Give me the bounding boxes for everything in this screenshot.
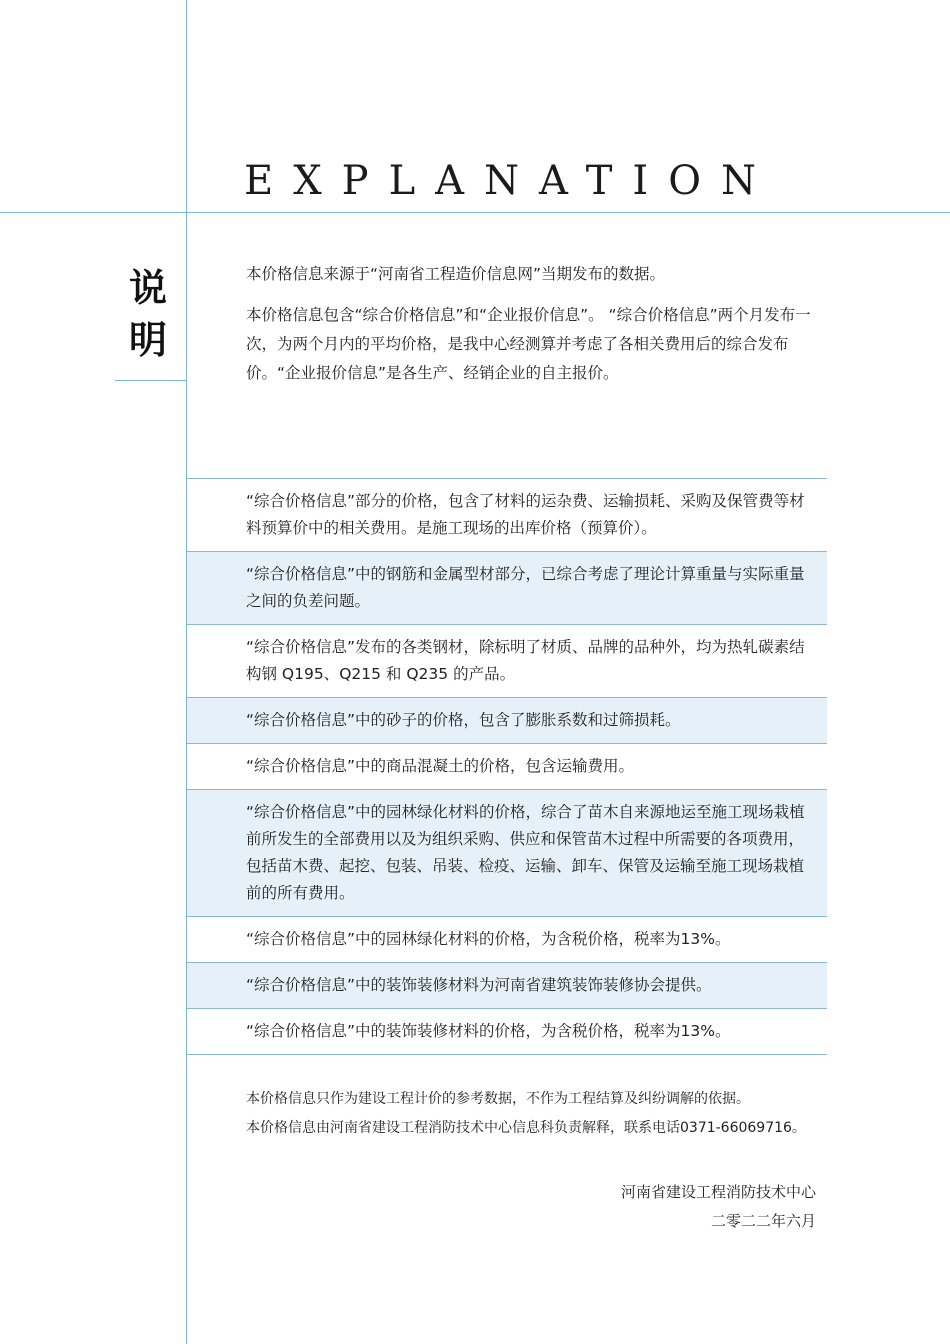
signature-date: 二零二二年六月 (710, 1212, 816, 1230)
note-row: “综合价格信息”发布的各类钢材，除标明了材质、品牌的品种外，均为热轧碳素结构钢 Q195、Q215 和 Q235 的产品。 (187, 625, 827, 698)
note-row: “综合价格信息”部分的价格，包含了材料的运杂费、运输损耗、采购及保管费等材料预算价中的相关费用。是施工现场的出库价格（预算价）。 (187, 478, 827, 552)
notes-list (187, 478, 827, 1055)
page-heading: EXPLANATION (244, 158, 777, 204)
signature-block (621, 1178, 816, 1236)
note-row: “综合价格信息”中的钢筋和金属型材部分，已综合考虑了理论计算重量与实际重量之间的负差问题。 (187, 552, 827, 625)
note-row: “综合价格信息”中的商品混凝土的价格，包含运输费用。 (187, 744, 827, 790)
note-row: “综合价格信息”中的园林绿化材料的价格，为含税价格，税率为13%。 (187, 917, 827, 963)
footer-notes (246, 1085, 846, 1143)
intro-section (246, 260, 816, 400)
note-row: “综合价格信息”中的装饰装修材料的价格，为含税价格，税率为13%。 (187, 1009, 827, 1055)
side-label: 说明 (128, 266, 167, 362)
horizontal-rule (0, 212, 950, 213)
footer-note: 本价格信息只作为建设工程计价的参考数据，不作为工程结算及纠纷调解的依据。 (246, 1091, 750, 1107)
note-row: “综合价格信息”中的园林绿化材料的价格，综合了苗木自来源地运至施工现场栽植前所发生的全部费用以及为组织采购、供应和保管苗木过程中所需要的各项费用，包括苗木费、起挖、包装、吊装、检疫、运输、卸车、保管及运输至施工现场栽植前的所有费用。 (187, 790, 827, 917)
intro-paragraph: 本价格信息包含“综合价格信息”和“企业报价信息”。 “综合价格信息”两个月发布一次，为两个月内的平均价格，是我中心经测算并考虑了各相关费用后的综合发布价。“企业报价信息”是各生产、经销企业的自主报价。 (246, 306, 811, 382)
note-row: “综合价格信息”中的装饰装修材料为河南省建筑装饰装修协会提供。 (187, 963, 827, 1009)
footer-note: 本价格信息由河南省建设工程消防技术中心信息科负责解释，联系电话0371-66069716。 (246, 1120, 806, 1136)
signature-org: 河南省建设工程消防技术中心 (620, 1183, 816, 1201)
note-row: “综合价格信息”中的砂子的价格，包含了膨胀系数和过筛损耗。 (187, 698, 827, 744)
intro-paragraph: 本价格信息来源于“河南省工程造价信息网”当期发布的数据。 (246, 265, 666, 283)
side-label-underline (115, 380, 187, 381)
